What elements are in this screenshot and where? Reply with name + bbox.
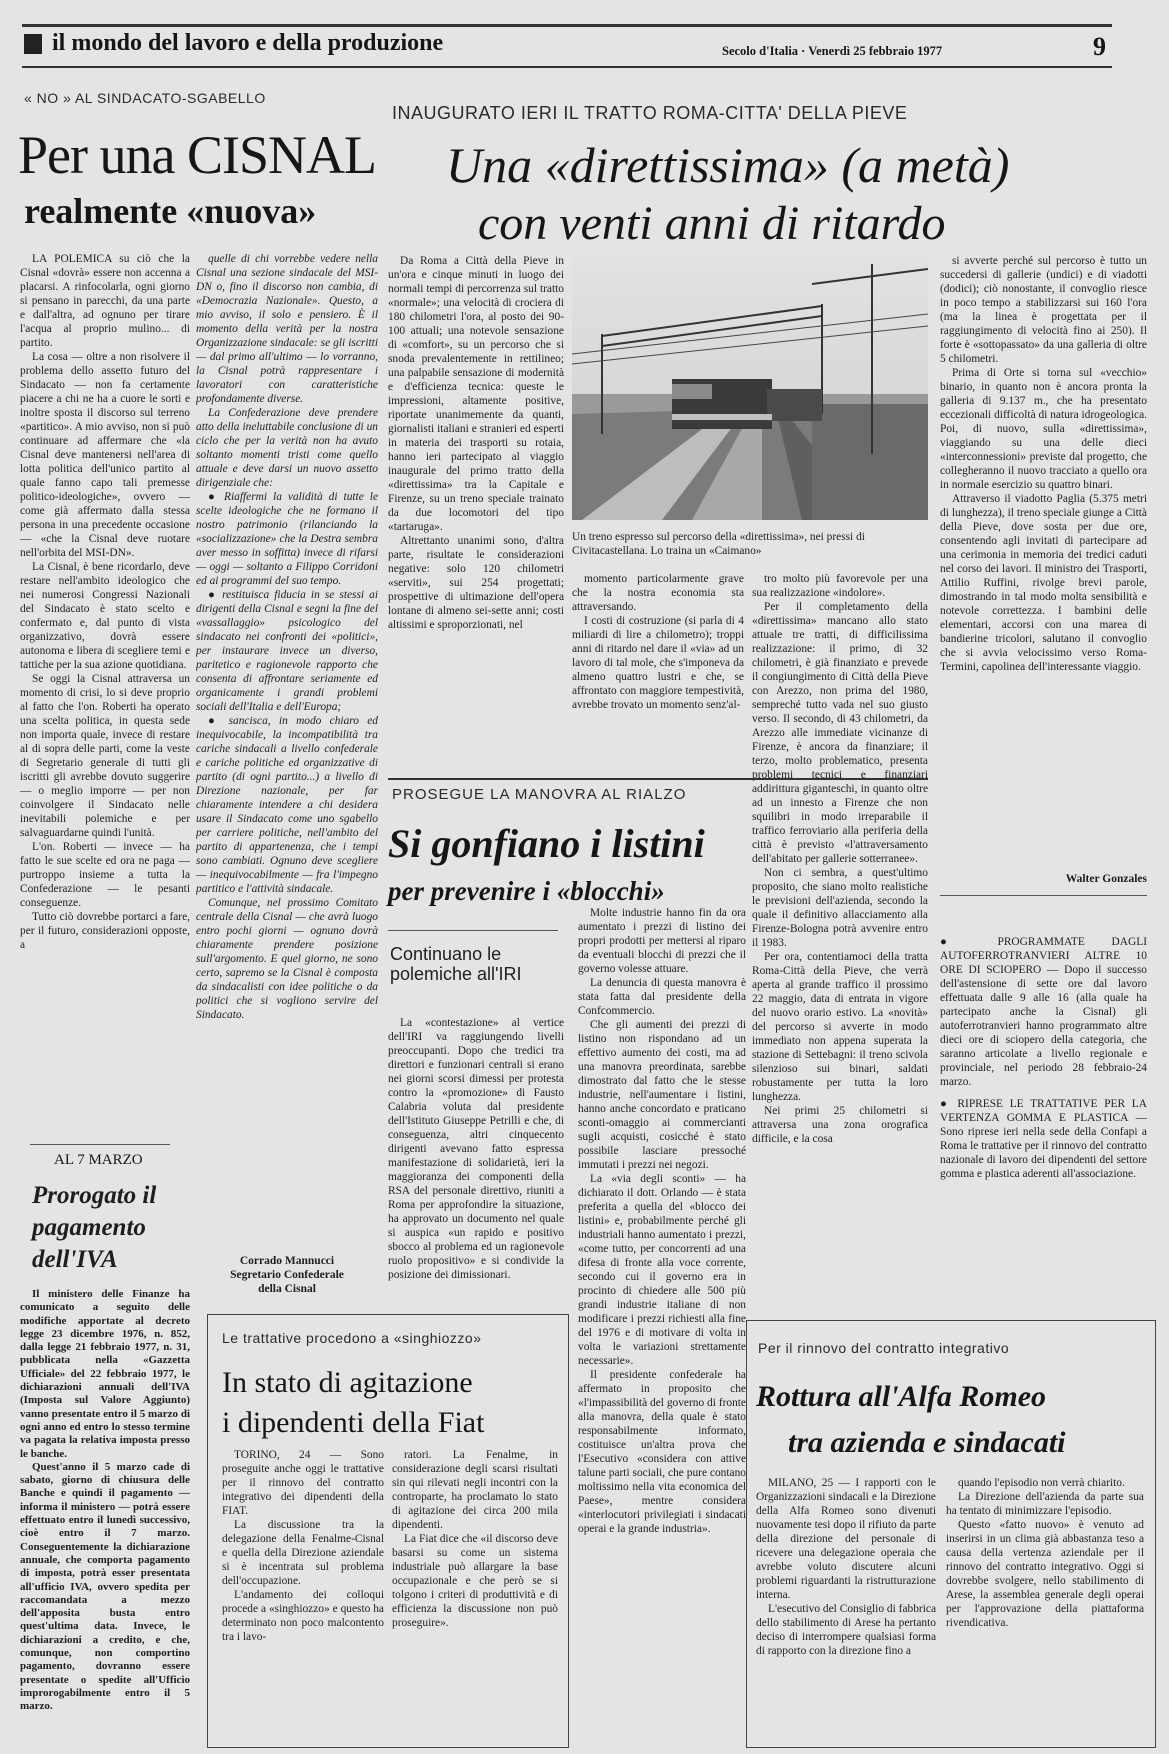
- signature-name: Corrado Mannucci: [239, 1255, 335, 1267]
- paragraph: ratori. La Fenalme, in considerazione degli scarsi risultati sin qui rilevati negli incontri con la controparte, ha proclamato lo stato di agitazione dei circa 200 mila dipendenti.: [392, 1449, 558, 1531]
- paper-date: Secolo d'Italia · Venerdì 25 febbraio 1977: [722, 44, 943, 58]
- paragraph: L'andamento dei colloqui procede a «singhiozzo» e questo ha determinato non poco malcontento tra i lavo-: [222, 1589, 384, 1643]
- cisnal-signature: [196, 1254, 378, 1296]
- briefs-column: [940, 935, 1147, 1295]
- paragraph: La discussione tra la delegazione della Fenalme-Cisnal e quella della Direzione aziendale si è incentrata sul problema dell'occupazione.: [222, 1519, 384, 1587]
- paragraph: Tutto ciò dovrebbe portarci a fare, per il futuro, considerazioni opposte, a: [20, 911, 190, 951]
- paragraph: quando l'episodio non verrà chiarito.: [958, 1477, 1125, 1489]
- paragraph: La «via degli sconti» — ha dichiarato il dott. Orlando — è stata preferita a quella del «blocco dei listini» e, probabilmente perché gli industriali hanno aumentato i prezzi, «come tutto, per concorrenti ad una difesa di fronte alla voce corrente, secondo cui il governo era in procinto di chiedere alle 500 più grandi industrie italiane di non modificare i prezzi richiesti alla fine del 1976 e di motivare di volta in volta le variazioni strettamente necessarie».: [578, 1173, 746, 1367]
- paragraph: ● PROGRAMMATE DAGLI AUTOFERROTRANVIERI ALTRE 10 ORE DI SCIOPERO — Dopo il successo dell'astensione di sette ore dal lavoro effettuata dalle 9 alle 16 (alla quale ha partecipato anche la Cisnal) gli autoferrotranvieri hanno programmato altre dieci ore di sciopero della categoria, che saranno articolate a livello regionale e provinciale, nel periodo 28 febbraio-24 marzo.: [940, 936, 1147, 1088]
- paragraph: ● sancisca, in modo chiaro ed inequivocabile, la incompatibilità tra cariche sindacali a livello confederale e cariche politiche ed organizzative di partito (di ogni partito...) a livello di Direzione nazionale, per far chiaramente intendere a chi desidera usare il Sindacato come uno sgabello per carriere politiche, nell'ambito del partito di appartenenza, che i tempi sono cambiati. Ognuno deve scegliere — inequivocabilmente — fra l'impegno partitico e l'attività sindacale.: [196, 715, 378, 895]
- section-title: il mondo del lavoro e della produzione: [52, 30, 444, 56]
- direttissima-column-2: [572, 572, 744, 772]
- paragraph: ● RIPRESE LE TRATTATIVE PER LA VERTENZA GOMMA E PLASTICA — Sono riprese ieri nella sede della Confapi a Roma le trattative per il rinnovo del contratto nazionale di lavoro dei dipendenti del settore gomma e plastica aderenti all'associazione.: [940, 1098, 1147, 1180]
- cisnal-headline-2: realmente «nuova»: [24, 191, 317, 231]
- listini-column: [578, 906, 746, 1746]
- direttissima-column-3: [752, 572, 928, 1312]
- iva-kicker: AL 7 MARZO: [54, 1152, 143, 1168]
- fiat-kicker: Le trattative procedono a «singhiozzo»: [222, 1330, 482, 1346]
- cisnal-column-2: [196, 252, 378, 1247]
- paragraph: ● restituisca fiducia in se stessi ai dirigenti della Cisnal e segni la fine del «vassallaggio» psicologico del sindacato nei confronti dei «politici», per instaurare invece un diverso, paritetico e ragionevole rapporto che consenta di affrontare seriamente ed organicamente i grandi problemi sociali dell'Italia e dell'Europa;: [196, 589, 378, 713]
- direttissima-headline-1: Una «direttissima» (a metà): [446, 137, 1010, 193]
- paragraph: si avverte perché sul percorso è tutto un succedersi di gallerie (undici) e di viadotti (dodici); ciò nonostante, il convoglio riesce in poco tempo a stabilizzarsi sui 160 l'ora (ma la linea è progettata per il raggiungimento di velocità fino ai 250). Il forte è «sottopassato» da una galleria di oltre 5 chilometri.: [940, 255, 1147, 365]
- cisnal-headline-1: Per una CISNAL: [18, 125, 376, 185]
- listini-headline-1: Si gonfiano i listini: [388, 821, 705, 866]
- alfa-headline-1: Rottura all'Alfa Romeo: [756, 1380, 1047, 1413]
- paragraph: LA POLEMICA su ciò che la Cisnal «dovrà» essere non accenna a placarsi. A rinfocolarla, ogni giorno si pensano in parecchi, da una parte e dall'altra, ad ognuno per tirare l'acqua al proprio mulino... di partito.: [20, 253, 190, 349]
- paragraph: Nei primi 25 chilometri si attraversa una zona orografica difficile, e la cosa: [752, 1105, 928, 1145]
- paragraph: quelle di chi vorrebbe vedere nella Cisnal una sezione sindacale del MSI-DN o, fino il discorso non cambia, di «Democrazia Nazionale». Questo, a mio avviso, il solo e pensiero. È il momento della verità per la nostra Organizzazione sindacale: se gli iscritti — dal primo all'ultimo — lo vorranno, la Cisnal potrà rappresentare i lavoratori con caratteristiche profondamente diverse.: [196, 253, 378, 405]
- briefs-rule: [940, 895, 1147, 896]
- train-photo: [572, 254, 928, 520]
- paragraph: Quest'anno il 5 marzo cade di sabato, giorno di chiusura delle Banche e quindi il pagamento — informa il ministero — potrà essere effettuato entro il lunedì successivo, cioè entro il 7 marzo. Conseguentemente la dichiarazione annuale, che comporta pagamento di imposta, potrà esser presentata all'ufficio IVA, ovvero spedita per raccomandata a mezzo dell'apposita busta entro quest'ultima data. Invece, le dichiarazioni a credito, e che, comunque, non comportino pagamento, dovranno essere presentate o spedite all'Ufficio improrogabilmente entro il 5 marzo.: [20, 1460, 190, 1713]
- iva-rule: [30, 1144, 170, 1145]
- direttissima-column-1: [388, 254, 564, 766]
- fiat-headline-2: i dipendenti della Fiat: [222, 1406, 485, 1439]
- paragraph: La Direzione dell'azienda da parte sua ha tentato di minimizzare l'episodio.: [946, 1491, 1144, 1517]
- page-number: 9: [1093, 32, 1106, 61]
- paragraph: L'on. Roberti — invece — ha fatto le sue scelte ed ora ne paga — purtroppo insieme a tutta la Confederazione — le pesanti conseguenze.: [20, 841, 190, 909]
- listini-top-rule: [388, 778, 928, 780]
- paragraph: Attraverso il viadotto Paglia (5.375 metri di lunghezza), il treno speciale giunge a Città della Pieve, dove sosta per due ore, consentendo agli invitati di partecipare ad una cerimonia in memoria dei tredici caduti nel corso dei lavori. Il ministro dei Trasporti, Attilio Ruffini, rivolge brevi parole, dimostrando in tal modo molta sensibilità e notevole correttezza. I bambini delle elementari, accorsi con una marea di bandierine tricolori, salutano il convoglio che si avvia velocissimo verso Roma-Termini, capolinea dell'interessante viaggio.: [940, 493, 1147, 673]
- alfa-column-1: [756, 1476, 936, 1740]
- paragraph: Non ci sembra, a quest'ultimo proposito, che siano molto realistiche le previsioni dell'azienda, secondo la quale il definitivo allacciamento alla Firenze-Bologna potrà avvenire entro il 1983.: [752, 867, 928, 949]
- fiat-column-2: [392, 1448, 558, 1738]
- photo-caption-text: Un treno espresso sul percorso della «direttissima», nei pressi di Civitacastellana. Lo traina un «Caimano»: [572, 531, 865, 557]
- alfa-kicker: Per il rinnovo del contratto integrativo: [758, 1340, 1010, 1356]
- paragraph: L'esecutivo del Consiglio di fabbrica dello stabilimento di Arese ha pertanto deciso di interrompere qualsiasi forma di rapporto con la direzione fino a: [756, 1603, 936, 1657]
- masthead-bottom-rule: [22, 66, 1112, 68]
- paragraph: tro molto più favorevole per una sua realizzazione «indolore».: [752, 573, 928, 599]
- paragraph: Il presidente confederale ha affermato in proposito che «l'impassibilità del governo di fronte alla manovra, della quale è stato responsabilmente informato, costituisce un'altra prova che l'Esecutivo «considera con attive talune parti sociali, che pure contano moltissimo nella vita economica del Paese», mentre considera «interlocutori privilegiati i sindacati operai e la grande industria».: [578, 1369, 746, 1535]
- alfa-column-2: [946, 1476, 1144, 1740]
- paragraph: Per ora, contentiamoci della tratta Roma-Città della Pieve, che verrà aperta al grande traffico il prossimo 22 maggio, data di entrata in vigore del nuovo orario estivo. La «novità» del percorso si avverte in modo immediato non appena superata la stazione di Settebagni: il treno scivola silenzioso sui binari, saldati robustamente per tutta la loro lunghezza.: [752, 951, 928, 1103]
- paragraph: TORINO, 24 — Sono proseguite anche oggi le trattative per il rinnovo del contratto integrativo dei dipendenti della FIAT.: [222, 1449, 384, 1517]
- section-logo-icon: [24, 34, 42, 54]
- cisnal-kicker: « NO » AL SINDACATO-SGABELLO: [24, 90, 266, 106]
- masthead-top-rule: [22, 24, 1112, 27]
- iri-headline: Continuano le polemiche all'IRI: [390, 944, 522, 984]
- direttissima-kicker: INAUGURATO IERI IL TRATTO ROMA-CITTA' DELLA PIEVE: [392, 103, 908, 123]
- photo-caption: [572, 530, 928, 560]
- paragraph: La Confederazione deve prendere atto della ineluttabile conclusione di un ciclo che per la verità non ha avuto soltanto momenti tristi come quello attuale e deve darsi un nuovo assetto dirigenziale che:: [196, 407, 378, 489]
- signature-org: della Cisnal: [258, 1283, 316, 1295]
- iva-column: [20, 1288, 190, 1746]
- paragraph: Il ministero delle Finanze ha comunicato a seguito delle modifiche apportate al decreto legge 23 dicembre 1976, n. 852, dalla legge 21 febbraio 1977, n. 31, pubblicata nella «Gazzetta Ufficiale» del 22 febbraio 1977, le dichiarazioni annuali dell'IVA (Imposta sul Valore Aggiunto) vanno presentate entro il 5 marzo di ogni anno ed entro lo stesso termine va pagata la relativa imposta presso le banche.: [20, 1288, 190, 1460]
- listini-kicker: PROSEGUE LA MANOVRA AL RIALZO: [392, 786, 687, 803]
- paragraph: La Fiat dice che «il discorso deve basarsi su come un sistema industriale può allargare la base occupazionale e che però se si tolgono i criteri di produttività e di efficienza la discussione non può proseguire».: [392, 1533, 558, 1629]
- paragraph: Questo «fatto nuovo» è venuto ad inserirsi in un clima già abbastanza teso a causa della vertenza aziendale per il rinnovo del contratto integrativo. Oggi si dovrebbe svolgere, nello stabilimento di Arese, la assemblea generale degli operai per l'approvazione della piattaforma rivendicativa.: [946, 1519, 1144, 1629]
- paragraph: Per il completamento della «direttissima» mancano allo stato attuale tre tratti, di difficilissima realizzazione: il primo, di 32 chilometri, è già finanziato e prevede il congiungimento di Città della Pieve con Arezzo, non prima del 1980, sempreché tutto vada nel suo giusto verso. Il secondo, di 43 chilometri, da Arezzo alle immediate vicinanze di Firenze, è ancora da finanziare; il terzo, molto problematico, presenta problemi tecnici e finanziari addirittura giganteschi, in quanto oltre ad un innesto a Firenze che non squilibri in modo irreparabile il traffico ferroviario alla periferia della città è previsto «l'attraversamento dell'abitato per gallerie sotterranee».: [752, 601, 928, 865]
- paragraph: Che gli aumenti dei prezzi di listino non rispondano ad un effettivo aumento dei costi, ma ad una manovra preordinata, sarebbe dimostrato dal fatto che le stesse industrie, nell'aumentare i listini, hanno anche concordato e praticano sconti-omaggio ai commercianti sugli acquisti, cosicché è stato possibile lasciare pressoché immutati i prezzi nei negozi.: [578, 1019, 746, 1171]
- iri-rule: [388, 930, 558, 931]
- paragraph: Molte industrie hanno fin da ora aumentato i prezzi di listino dei propri prodotti per mettersi al riparo da eventuali blocchi di prezzi che il governo volesse attuare.: [578, 907, 746, 975]
- iva-headline: Prorogato il pagamento dell'IVA: [32, 1182, 157, 1273]
- paragraph: I costi di costruzione (si parla di 4 miliardi di lire a chilometro); troppi anni di ritardo nel dare il «via» ad un lavoro di tal mole, che s'imponeva da almeno quattro lustri e che, se affrontato con maggiore tempestività, avrebbe trovato un momento senz'al-: [572, 615, 744, 711]
- paragraph: MILANO, 25 — I rapporti con le Organizzazioni sindacali e la Direzione della Alfa Romeo sono divenuti nuovamente tesi dopo il rifiuto da parte della direzione del personale di ricevere una delegazione operaia che avrebbe voluto discutere alcuni problemi riguardanti la ristrutturazione interna.: [756, 1477, 936, 1601]
- paragraph: ● Riaffermi la validità di tutte le scelte ideologiche che ne formano il nostro patrimonio (rilanciando la «socializzazione» che la Destra sembra aver messo in soffitta) invece di rifarsi — oggi — soltanto a Filippo Corridoni ed ai programmi del suo tempo.: [196, 491, 378, 587]
- direttissima-signature: Walter Gonzales: [1065, 873, 1147, 885]
- direttissima-headline-2: con venti anni di ritardo: [478, 197, 946, 250]
- listini-headline-2: per prevenire i «blocchi»: [388, 876, 665, 906]
- cisnal-column-1: [20, 252, 190, 1112]
- fiat-column-1: [222, 1448, 384, 1738]
- fiat-headline-1: In stato di agitazione: [222, 1366, 473, 1399]
- paragraph: Altrettanto unanimi sono, d'altra parte, risultate le considerazioni negative: solo 120 chilometri «serviti», sui 254 progettati; prospettive di ultimazione dell'opera lontane di almeno sei-sette anni; costi altissimi e sproporzionati, nel: [388, 535, 564, 631]
- paragraph: La denuncia di questa manovra è stata fatta dal presidente della Confcommercio.: [578, 977, 746, 1017]
- paragraph: Prima di Orte si torna sul «vecchio» binario, in quanto non è ancora pronta la galleria di 9.137 m., che ha presentato eccezionali difficoltà di natura idrogeologica. Poi, di nuovo, sulla «direttissima», viaggiando su una delle dieci «interconnessioni» previste dal progetto, che collegheranno il nuovo tracciato a quello ora in normale esercizio su quattro binari.: [940, 367, 1147, 491]
- paragraph: Se oggi la Cisnal attraversa un momento di crisi, lo si deve proprio al fatto che l'on. Roberti ha operato una scelta politica, in questa sede non importa quale, invece di restare al di sopra delle parti, come la veste di Segretario generale di tutti gli iscritti gli avrebbe dovuto suggerire — o meglio imporre — per non coinvolgere il Sindacato nelle inevitabili polemiche e per salvaguardarne quindi l'unità.: [20, 673, 190, 839]
- paragraph: Comunque, nel prossimo Comitato centrale della Cisnal — che avrà luogo entro pochi giorni — ognuno dovrà chiaramente prendere posizione sull'argomento. E quel giorno, ne sono certo, sapremo se la Cisnal è composta da sindacalisti con idee politiche o da politici che si vogliono servire del Sindacato.: [196, 897, 378, 1021]
- paragraph: La Cisnal, è bene ricordarlo, deve restare nell'ambito ideologico che nei numerosi Congressi Nazionali del Sindacato è stato scelto e confermato e, dal punto di vista organizzativo, dovrà essere autonoma e libera di scegliere temi e tattiche per la sua azione quotidiana.: [20, 561, 190, 671]
- paragraph: momento particolarmente grave che la nostra economia sta attraversando.: [572, 573, 744, 613]
- paragraph: La cosa — oltre a non risolvere il problema dello assetto futuro del Sindacato — non fa certamente piacere a chi ne ha a cuore le sorti e inoltre sposta il discorso sul terreno «partitico». A mio avviso, non si può continuare ad affermare che «la Cisnal deve mantenersi nell'area di lotta politica dell'unico partito al quale fanno capo tali premesse politico-ideologiche», ovvero — come già affermato dalla stessa persona in una precedente occasione — «che la Cisnal deve ruotare nell'orbita del MSI-DN».: [20, 351, 190, 559]
- paragraph: La «contestazione» al vertice dell'IRI va raggiungendo livelli preoccupanti. Dopo che tredici tra direttori e funzionari centrali si erano nei giorni scorsi dimessi per protesta contro la «promozione» di Fausto Calabria voluta dal presidente dell'Istituto Giuseppe Petrilli e che, di conseguenza, altri cinquecento dirigenti avevano fatto espressa manifestazione di solidarietà, ieri la maggioranza dei componenti della RSA del personale direttivo, riuniti a Roma per approfondire la situazione, ha approvato un documento nel quale si auspica «un rapido e positivo sbocco al problema ed un ragionevole ruolo propositivo» e si condivide la posizione dei dimissionari.: [388, 1017, 564, 1281]
- paragraph: Da Roma a Città della Pieve in un'ora e cinque minuti in luogo dei normali tempi di percorrenza sul tratto «normale»; una velocità di crociera di 180 chilometri l'ora, al posto dei 90-100 attuali; una notevole sensazione di «comfort», su un percorso che si snoda prevalentemente in rettilineo; una palpabile sensazione di modernità e d'efficienza tecnica: queste le impressioni, altamente positive, riportate unanimemente da quanti, giornalisti italiani e stranieri ed esperti in materia dei trasporti su rotaia, hanno ieri partecipato al viaggio inaugurale del primo tratto della «direttissima» tra la Capitale e Firenze, su un treno speciale trainato da due locomotori del tipo «tartaruga».: [388, 255, 564, 533]
- alfa-headline-2: tra azienda e sindacati: [788, 1426, 1066, 1459]
- signature-role: Segretario Confederale: [230, 1269, 344, 1281]
- direttissima-column-4: [940, 254, 1147, 869]
- iri-column: [388, 1016, 564, 1296]
